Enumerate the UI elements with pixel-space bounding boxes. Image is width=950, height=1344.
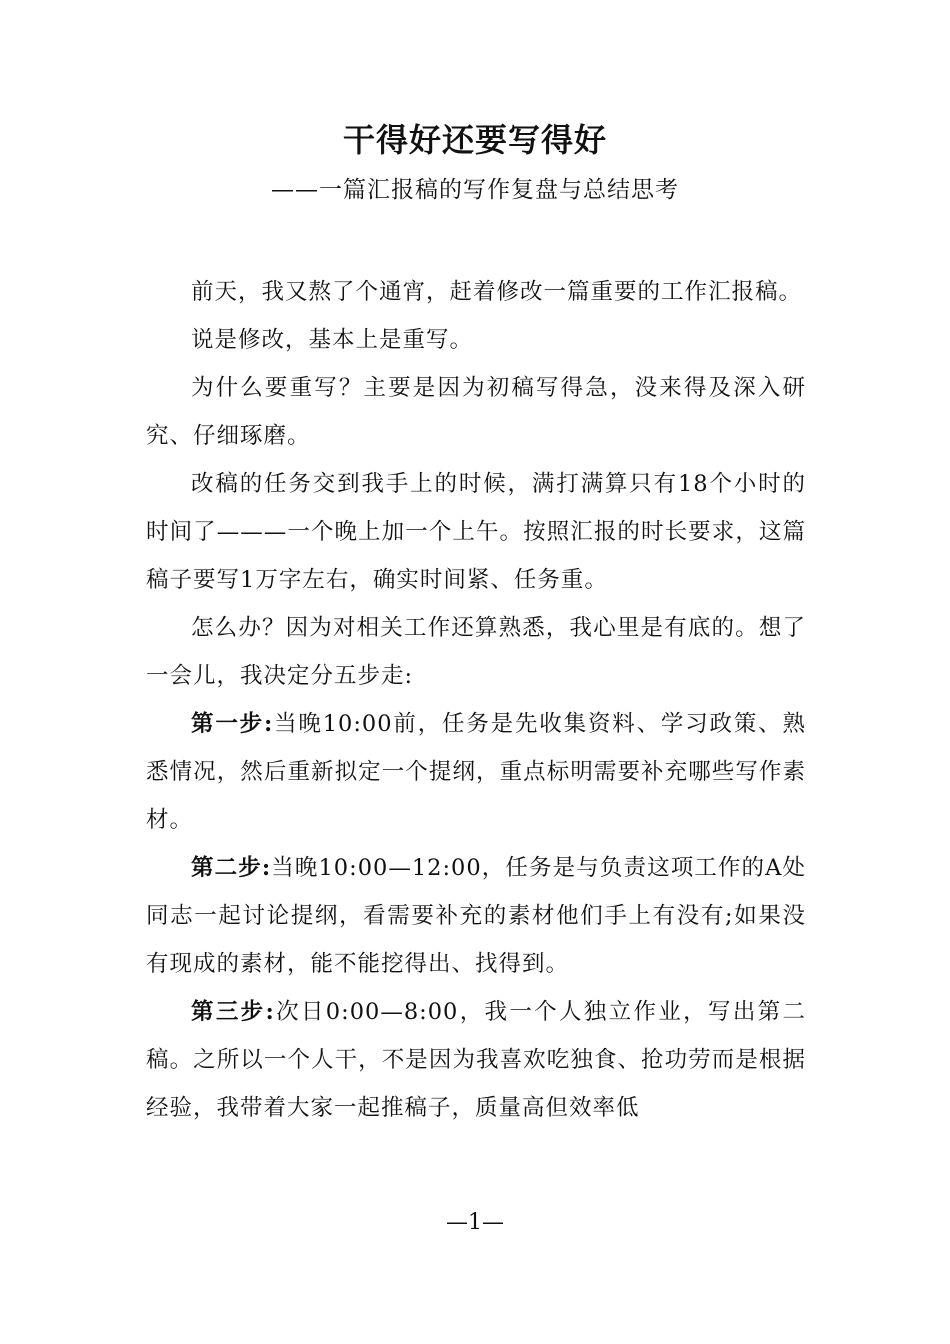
paragraph-text: 当晚10:00前，任务是先收集资料、学习政策、熟悉情况，然后重新拟定一个提纲，重点标明需要补充哪些写作素材。: [146, 711, 806, 833]
paragraph-text: 改稿的任务交到我手上的时候，满打满算只有18个小时的时间了———一个晚上加一个上午。按照汇报的时长要求，这篇稿子要写1万字左右，确实时间紧、任务重。: [146, 471, 806, 593]
document-body: [146, 268, 806, 1132]
paragraph-1: [146, 268, 806, 316]
page-number: —1—: [446, 1210, 504, 1235]
paragraph-text: 次日0:00—8:00，我一个人独立作业，写出第二稿。之所以一个人干，不是因为我喜欢吃独食、抢功劳而是根据经验，我带着大家一起推稿子，质量高但效率低: [146, 999, 806, 1121]
paragraph-step-3: [146, 988, 806, 1132]
paragraph-2: [146, 316, 806, 364]
paragraph-text: 当晚10:00—12:00，任务是与负责这项工作的A处同志一起讨论提纲，看需要补充的素材他们手上有没有;如果没有现成的素材，能不能挖得出、找得到。: [146, 855, 807, 977]
paragraph-text: 怎么办？因为对相关工作还算熟悉，我心里是有底的。想了一会儿，我决定分五步走:: [146, 615, 806, 689]
paragraph-5: [146, 604, 806, 700]
paragraph-step-2: [146, 844, 806, 988]
document-title: 干得好还要写得好: [342, 121, 607, 159]
paragraph-step-1: [146, 700, 806, 844]
paragraph-3: [146, 364, 806, 460]
step-label: 第二步:: [191, 855, 272, 881]
step-label: 第三步:: [191, 999, 275, 1025]
paragraph-text: 前天，我又熬了个通宵，赶着修改一篇重要的工作汇报稿。: [191, 279, 803, 305]
paragraph-text: 为什么要重写？主要是因为初稿写得急，没来得及深入研究、仔细琢磨。: [146, 375, 806, 449]
document-subtitle: ——一篇汇报稿的写作复盘与总结思考: [271, 177, 679, 203]
step-label: 第一步:: [191, 711, 274, 737]
paragraph-text: 说是修改，基本上是重写。: [191, 327, 474, 353]
paragraph-4: [146, 460, 806, 604]
